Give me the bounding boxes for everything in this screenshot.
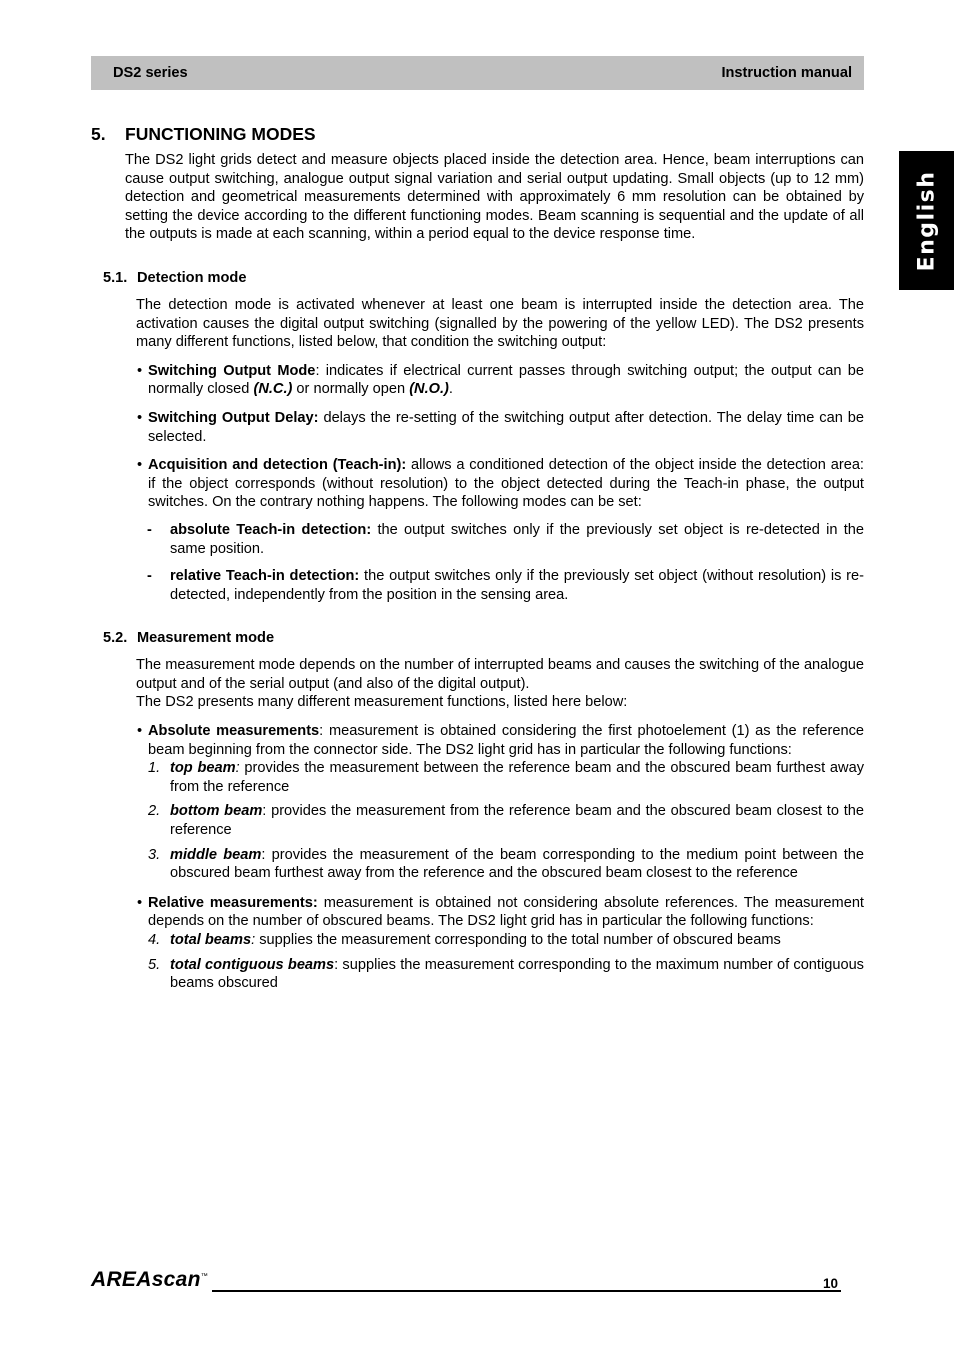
footer-rule xyxy=(212,1290,841,1292)
bullet-switching-output-mode xyxy=(137,362,864,399)
item-number: 5. xyxy=(148,956,161,973)
item-number: 2. xyxy=(148,803,161,820)
dash-text: the output switches only if the previously set object (without resolution) is re-detected, independently from the position in the sensing area. xyxy=(170,568,864,603)
page-content xyxy=(91,124,864,993)
section-number: 5. xyxy=(91,124,106,144)
bullet-icon: • xyxy=(137,457,143,474)
numbered-item-total-contiguous-beams xyxy=(148,956,864,993)
dash-marker: - xyxy=(147,568,152,585)
nc-label: (N.C.) xyxy=(253,381,293,398)
bullet-term: Switching Output Delay: xyxy=(148,409,319,426)
subsection-heading-measurement xyxy=(103,630,864,646)
page-footer xyxy=(91,1268,841,1294)
subsection-heading-detection xyxy=(103,270,864,286)
item-number: 4. xyxy=(148,932,161,948)
item-term: total beams xyxy=(170,932,252,948)
item-term: top beam xyxy=(170,760,236,777)
bullet-icon: • xyxy=(137,362,143,379)
logo-text: AREAscan xyxy=(91,1268,201,1291)
bullet-icon: • xyxy=(137,723,143,740)
header-doc-type: Instruction manual xyxy=(721,65,852,81)
item-text: provides the measurement between the reference beam and the obscured beam furthest away from the reference xyxy=(170,760,864,795)
dash-text: the output switches only if the previously set object is re-detected in the same position. xyxy=(170,521,864,557)
bullet-term: Switching Output Mode xyxy=(148,362,316,379)
dash-marker: - xyxy=(147,521,152,538)
bullet-text: : measurement is obtained considering the first photoelement (1) as the reference beam beginning from the connector side. The DS2 light grid has in particular the following functions: xyxy=(148,723,864,758)
item-number: 3. xyxy=(148,846,161,863)
dash-term: relative Teach-in detection: xyxy=(170,568,360,585)
item-term: bottom beam xyxy=(170,803,263,820)
subsection-number: 5.2. xyxy=(103,630,128,647)
bullet-relative-measurements xyxy=(137,894,864,931)
bullet-text: measurement is obtained not considering absolute references. The measurement depends on the number of obscured beams. The DS2 light grid has in particular the following functions: xyxy=(148,894,864,930)
item-text: : provides the measurement from the reference beam and the obscured beam closest to the reference xyxy=(170,803,864,839)
trademark-mark: ™ xyxy=(200,1273,209,1280)
measurement-intro-1: The measurement mode depends on the number of interrupted beams and causes the switching of the analogue output and of the serial output (and also of the digital output). xyxy=(136,657,864,692)
page-number: 10 xyxy=(823,1276,839,1291)
bullet-icon: • xyxy=(137,409,143,426)
item-text: : supplies the measurement corresponding to the maximum number of contiguous beams obscured xyxy=(170,956,864,992)
subsection-number: 5.1. xyxy=(103,269,128,286)
numbered-item-top-beam xyxy=(148,759,864,796)
language-tab-label: English xyxy=(914,170,939,271)
bullet-text: : indicates if electrical current passes through switching output; the output can be normally closed xyxy=(148,362,864,398)
numbered-item-middle-beam xyxy=(148,846,864,883)
measurement-intro-2: The DS2 presents many different measurement functions, listed here below: xyxy=(136,694,628,711)
bullet-switching-output-delay xyxy=(137,409,865,446)
bullet-text: . xyxy=(448,381,453,398)
bullet-absolute-measurements xyxy=(137,722,864,759)
section-title: FUNCTIONING MODES xyxy=(125,124,316,144)
item-text: : provides the measurement of the beam corresponding to the medium point between the obscured beam furthest away from the reference and the obscured beam closest to the reference xyxy=(170,846,864,882)
bullet-term: Acquisition and detection (Teach-in): xyxy=(148,457,407,474)
page-header xyxy=(91,56,864,90)
no-label: (N.O.) xyxy=(409,381,449,398)
item-text: supplies the measurement corresponding to the total number of obscured beams xyxy=(255,932,781,948)
subsection-title: Detection mode xyxy=(137,269,247,286)
language-tab xyxy=(899,151,954,290)
section-intro: The DS2 light grids detect and measure objects placed inside the detection area. Hence, beam interruptions can cause output switching, analogue output signal variation and serial output updating. Small objects (up to 12 mm) detection and geometrical measurements determined with approximately 6 mm resolution can be obtained by setting the device according to the different functioning modes. Beam scanning is sequential and the update of all the outputs is made at each scanning, within a period equal to the device response time. xyxy=(125,152,864,243)
bullet-text: allows a conditioned detection of the object inside the detection area: if the object corresponds (without resolution) to the object detected during the Teach-in phase, the output switches. On the contrary nothing happens. The following modes can be set: xyxy=(148,457,864,511)
bullet-teach-in xyxy=(137,456,864,512)
subsection-title: Measurement mode xyxy=(137,630,275,647)
numbered-item-total-beams xyxy=(148,931,864,950)
item-colon: : xyxy=(251,932,256,948)
item-term: total contiguous beams xyxy=(170,956,335,973)
detection-intro: The detection mode is activated whenever at least one beam is interrupted inside the detection area. The activation causes the digital output switching (signalled by the powering of the yellow LED). The DS2 presents many different functions, listed below, that condition the switching output: xyxy=(136,296,864,351)
item-colon: : xyxy=(235,760,240,777)
bullet-text: or normally open xyxy=(292,381,410,398)
item-term: middle beam xyxy=(170,846,262,863)
numbered-item-bottom-beam xyxy=(148,802,864,839)
bullet-term: Absolute measurements xyxy=(148,723,320,740)
item-number: 1. xyxy=(148,760,161,777)
dash-absolute-teach-in xyxy=(147,521,864,558)
header-series: DS2 series xyxy=(113,65,188,81)
bullet-icon: • xyxy=(137,894,143,911)
areascan-logo xyxy=(91,1268,208,1292)
bullet-term: Relative measurements: xyxy=(148,894,318,911)
bullet-text: delays the re-setting of the switching output after detection. The delay time can be selected. xyxy=(148,409,865,445)
dash-term: absolute Teach-in detection: xyxy=(170,521,372,538)
section-heading xyxy=(91,124,864,145)
dash-relative-teach-in xyxy=(147,567,864,604)
